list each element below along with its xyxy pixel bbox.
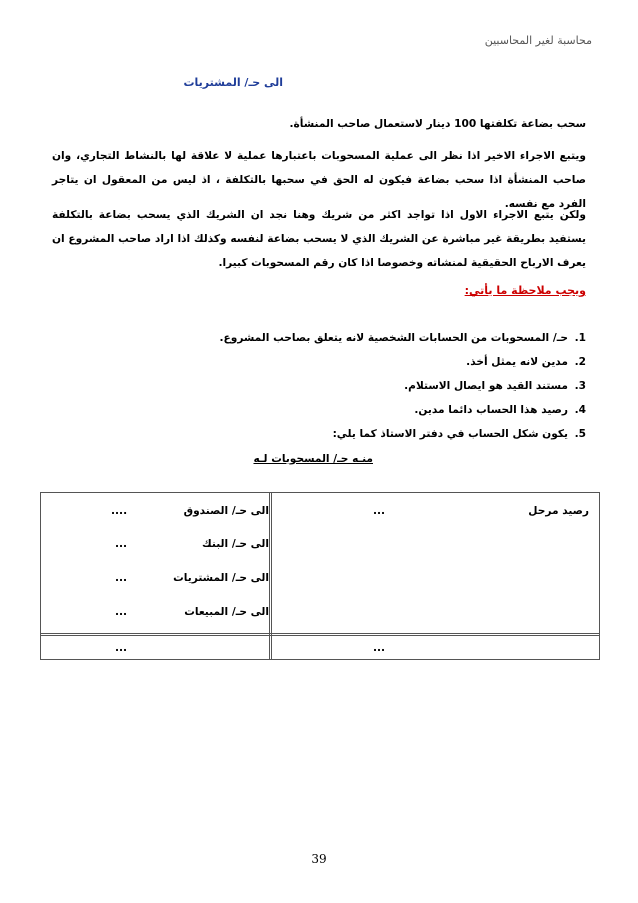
debit-total: ...	[115, 642, 128, 654]
debit-account: الى حـ/ المبيعات	[184, 606, 269, 618]
list-text: مدين لانه يمثل أخذ.	[466, 356, 568, 368]
list-item	[219, 398, 586, 422]
debit-amount: ...	[115, 572, 128, 584]
list-item	[219, 350, 586, 374]
credit-total: ...	[373, 642, 386, 654]
list-text: مستند القيد هو ايصال الاستلام.	[404, 380, 568, 392]
debit-account: الى حـ/ البنك	[202, 538, 269, 550]
list-number: 2.	[574, 356, 586, 368]
numbered-list	[219, 326, 586, 446]
list-item	[219, 422, 586, 446]
credit-amount: ...	[373, 505, 386, 517]
running-header: محاسبة لغير المحاسبين	[484, 34, 592, 47]
list-number: 5.	[574, 428, 586, 440]
ledger-table	[40, 492, 600, 660]
list-number: 4.	[574, 404, 586, 416]
list-item	[219, 374, 586, 398]
list-number: 1.	[574, 332, 586, 344]
debit-account: الى حـ/ المشتريات	[173, 572, 269, 584]
list-item	[219, 326, 586, 350]
list-text: رصيد هذا الحساب دائما مدين.	[414, 404, 568, 416]
list-text: يكون شكل الحساب في دفتر الاستاذ كما يلي:	[332, 428, 568, 440]
note-heading: ويجب ملاحظة ما يأتي:	[464, 284, 586, 297]
paragraph-1: سحب بضاعة تكلفتها 100 دينار لاستعمال صاحب المنشأة.	[289, 118, 586, 130]
credit-account: رصيد مرحل	[528, 505, 589, 517]
paragraph-3: ولكن يتبع الاجراء الاول اذا تواجد اكثر من شريك وهنا نجد ان الشريك الذي يسحب بضاعة بالتكلفة يستفيد بطريقة غير مباشرة عن الشريك الذي لا يسحب بضاعة لنفسه وكذلك اذا اراد صاحب المشروع ان يعرف الارباح الحقيقية لمنشاته وخصوصا اذا كان رقم المسحوبات كبيرا.	[52, 209, 586, 269]
list-number: 3.	[574, 380, 586, 392]
ledger-caption: منـه حـ/ المسحوبات لـه	[253, 453, 373, 465]
debit-amount: ...	[115, 538, 128, 550]
page-number: 39	[311, 852, 327, 866]
ledger-total-line	[41, 633, 599, 634]
paragraph-2: ويتبع الاجراء الاخير اذا نظر الى عملية المسحوبات باعتبارها عملية لا علاقة لها بالنشاط التجاري، وان صاحب المنشأة اذا سحب بضاعة فيكون له الحق في سحبها بالتكلفة ، اذ ليس من المعقول ان يتاجر الفرد مع نفسه.	[52, 150, 586, 210]
section-title: الى حـ/ المشتريات	[183, 76, 283, 89]
debit-amount: ...	[115, 606, 128, 618]
ledger-total-line	[41, 635, 599, 636]
debit-amount: ....	[111, 505, 128, 517]
list-text: حـ/ المسحوبات من الحسابات الشخصية لانه يتعلق بصاحب المشروع.	[219, 332, 568, 344]
debit-account: الى حـ/ الصندوق	[183, 505, 269, 517]
